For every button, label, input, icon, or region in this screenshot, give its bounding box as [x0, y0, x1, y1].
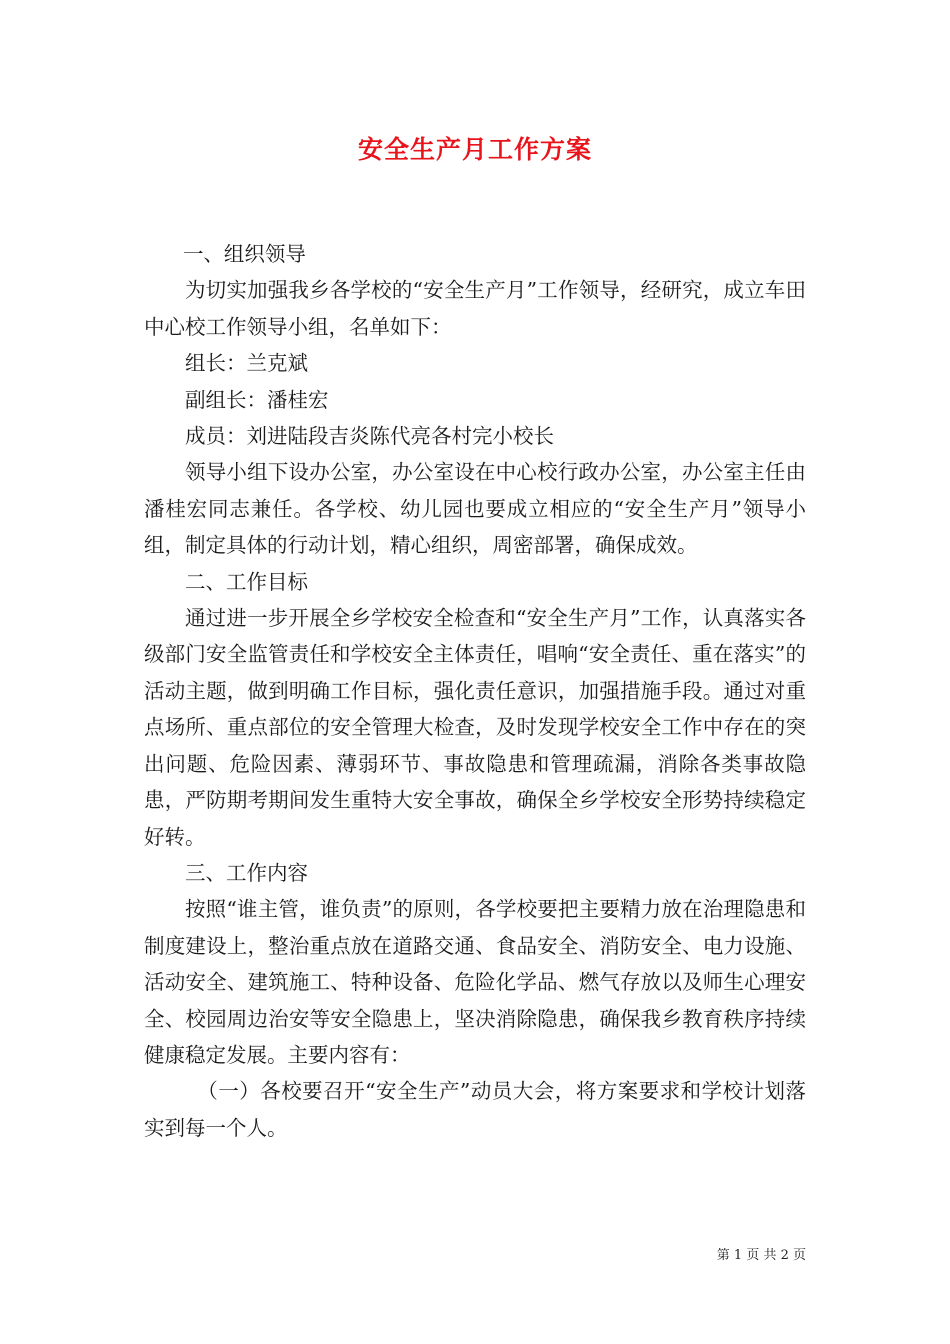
- section-heading-goals: 二、工作目标: [185, 569, 308, 594]
- paragraph-group-leader: 组长：兰克斌: [185, 351, 308, 376]
- page-number: 第 1 页 共 2 页: [716, 1248, 806, 1263]
- document-title: 安全生产月工作方案: [357, 135, 592, 164]
- paragraph-deputy-leader: 副组长：潘桂宏: [185, 387, 329, 412]
- paragraph-office: 领导小组下设办公室，办公室设在中心校行政办公室，办公室主任由潘桂宏同志兼任。各学校、幼儿园也要成立相应的“安全生产月”领导小组，制定具体的行动计划，精心组织，周密部署，确保成效。: [144, 460, 806, 558]
- section-heading-organization: 一、组织领导: [182, 242, 306, 266]
- paragraph-content: 按照“谁主管，谁负责”的原则，各学校要把主要精力放在治理隐患和制度建设上，整治重点放在道路交通、食品安全、消防安全、电力设施、活动安全、建筑施工、特种设备、危险化学品、燃气存放以及师生心理安全、校园周边治安等安全隐患上，坚决消除隐患，确保我乡教育秩序持续健康稳定发展。主要内容有：: [144, 897, 806, 1067]
- paragraph-item-one: （一）各校要召开“安全生产”动员大会，将方案要求和学校计划落实到每一个人。: [144, 1079, 806, 1140]
- paragraph-leadership-intro: 为切实加强我乡各学校的“安全生产月”工作领导，经研究，成立车田中心校工作领导小组，名单如下：: [144, 278, 806, 339]
- section-heading-content: 三、工作内容: [185, 860, 308, 885]
- document-body: [144, 236, 806, 1146]
- paragraph-goals: 通过进一步开展全乡学校安全检查和“安全生产月”工作，认真落实各级部门安全监管责任和学校安全主体责任，唱响“安全责任、重在落实”的活动主题，做到明确工作目标，强化责任意识，加强措施手段。通过对重点场所、重点部位的安全管理大检查，及时发现学校安全工作中存在的突出问题、危险因素、薄弱环节、事故隐患和管理疏漏，消除各类事故隐患，严防期考期间发生重特大安全事故，确保全乡学校安全形势持续稳定好转。: [144, 606, 806, 849]
- paragraph-members: 成员：刘进陆段吉炎陈代亮各村完小校长: [185, 424, 554, 449]
